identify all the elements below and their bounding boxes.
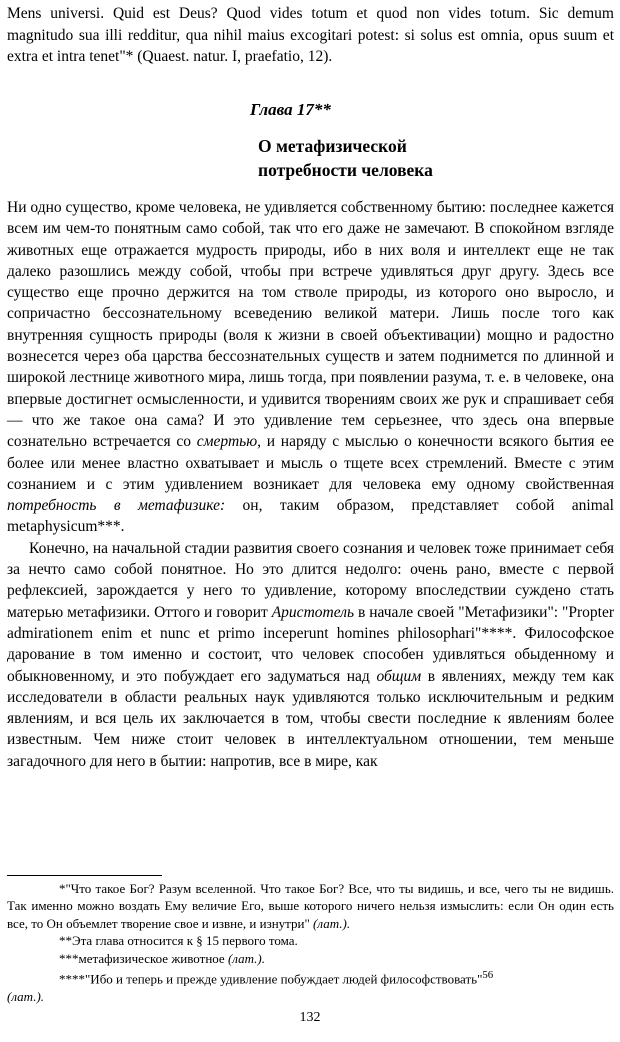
chapter-title-line-1: О метафизической <box>258 136 407 156</box>
footnote-4-continued <box>7 988 614 1005</box>
emphasis-death: смертью, <box>196 433 261 451</box>
paragraph-2-part-b: в начале своей "Метафизики": "Propter admirationem enim et nunc et primo inceperunt homines philosophari"****. Философское дарование в том именно и состоит, что человек способен удивляться обыденному и обыкновенному, и это побуждает его задуматься над <box>7 603 614 685</box>
emphasis-metaphysical-need: потребность в метафизике: <box>7 497 226 515</box>
footnote-3-lat: (лат.). <box>227 950 265 966</box>
chapter-label: Глава 17** <box>250 100 331 119</box>
paragraph-2-part-a: Конечно, на начальной стадии развития своего сознания и человек тоже принимает себя за нечто само собой понятное. Но это длится недолго: очень рано, вместе с первой рефлексией, зарождается у него то удивление, которому впоследствии суждено стать матерью метафизики. Оттого и говорит <box>7 539 614 621</box>
footnote-3-text: ***метафизическое животное <box>59 950 228 966</box>
latin-quote-paragraph: Mens universi. Quid est Deus? Quod vides totum et quod non vides totum. Sic demum magnitudo sua illi redditur, qua nihil maius excogitari potest: si solus est omnia, opus suum et extra et intra tenet"* (Quaest. natur. I, praefatio, 12). <box>7 5 614 65</box>
footnote-2: **Эта глава относится к § 15 первого тома. <box>59 933 298 949</box>
page-number: 132 <box>299 1010 321 1025</box>
footnote-1-text: *"Что такое Бог? Разум вселенной. Что такое Бог? Все, что ты видишь, и все, чего ты не видишь. Так именно можно воздать Ему величие Его, выше которого ничего нельзя измыслить: если Он один есть все, то Он объемлет творение свое и извне, и изнутри" <box>7 881 614 931</box>
footnote-divider <box>7 875 162 876</box>
footnote-4 <box>7 967 614 988</box>
footnote-1-lat: (лат.). <box>313 915 351 931</box>
paragraph-1-part-c: он, таким образом, представляет собой animal metaphysicum***. <box>7 497 614 536</box>
footnote-4-lat: (лат.). <box>7 988 45 1004</box>
footnote-3 <box>7 950 614 967</box>
chapter-title <box>258 134 488 182</box>
footnote-4-ref: 56 <box>482 969 494 982</box>
emphasis-aristotle: Аристотель <box>271 603 355 621</box>
paragraph-2-part-c: в явлениях, между тем как исследователи в области реальных наук удивляются только исключительным и редким явлениям, и вся цель их заключается в том, чтобы свести последние к явлениям более известным. Чем ниже стоит человек в интеллектуальном отношении, тем меньше загадочного для него в бытии: напротив, все в мире, как <box>7 667 614 770</box>
paragraph-1-part-a: Ни одно существо, кроме человека, не удивляется собственному бытию: последнее кажется всем им чем-то понятным само собой, так что его даже не замечают. В спокойном взгляде животных еще отражается мудрость природы, ибо в них воля и интеллект еще не так далеко разошлись между собой, чтобы при встрече удивляться друг другу. Здесь все существо еще прочно держится на том стволе природы, из которого оно выросло, и сопричастно бессознательному всеведению великой матери. Лишь после того как внутренняя сущность природы (воля к жизни в своей объективации) мощно и радостно вознесется через оба царства бессознательных существ и затем поднимется по длинной и широкой лестнице животного мира, лишь тогда, при появлении разума, т. е. в человеке, она впервые достигнет осмысленности, и удивится творениям своих же рук и спрашивает себя — что же такое она сама? И это удивление тем серьезнее, что здесь она впервые сознательно встречается со <box>7 199 614 451</box>
footnotes <box>7 880 614 1005</box>
footnote-1 <box>7 880 614 932</box>
footnote-4-text: ****"Ибо и теперь и прежде удивление побуждает людей философствовать" <box>59 971 483 987</box>
main-text <box>7 197 614 772</box>
paragraph-2 <box>7 538 614 772</box>
chapter-title-line-2: потребности человека <box>258 160 433 180</box>
paragraph-1-part-b: и наряду с мыслью о конечности всякого бытия ее более или менее властно охватывает и мысль о тщете всех стремлений. Вместе с этим сознанием и с этим удивлением возникает для человека ему одному свойственная <box>7 433 614 493</box>
paragraph-1 <box>7 197 614 538</box>
emphasis-general: общим <box>376 667 422 685</box>
